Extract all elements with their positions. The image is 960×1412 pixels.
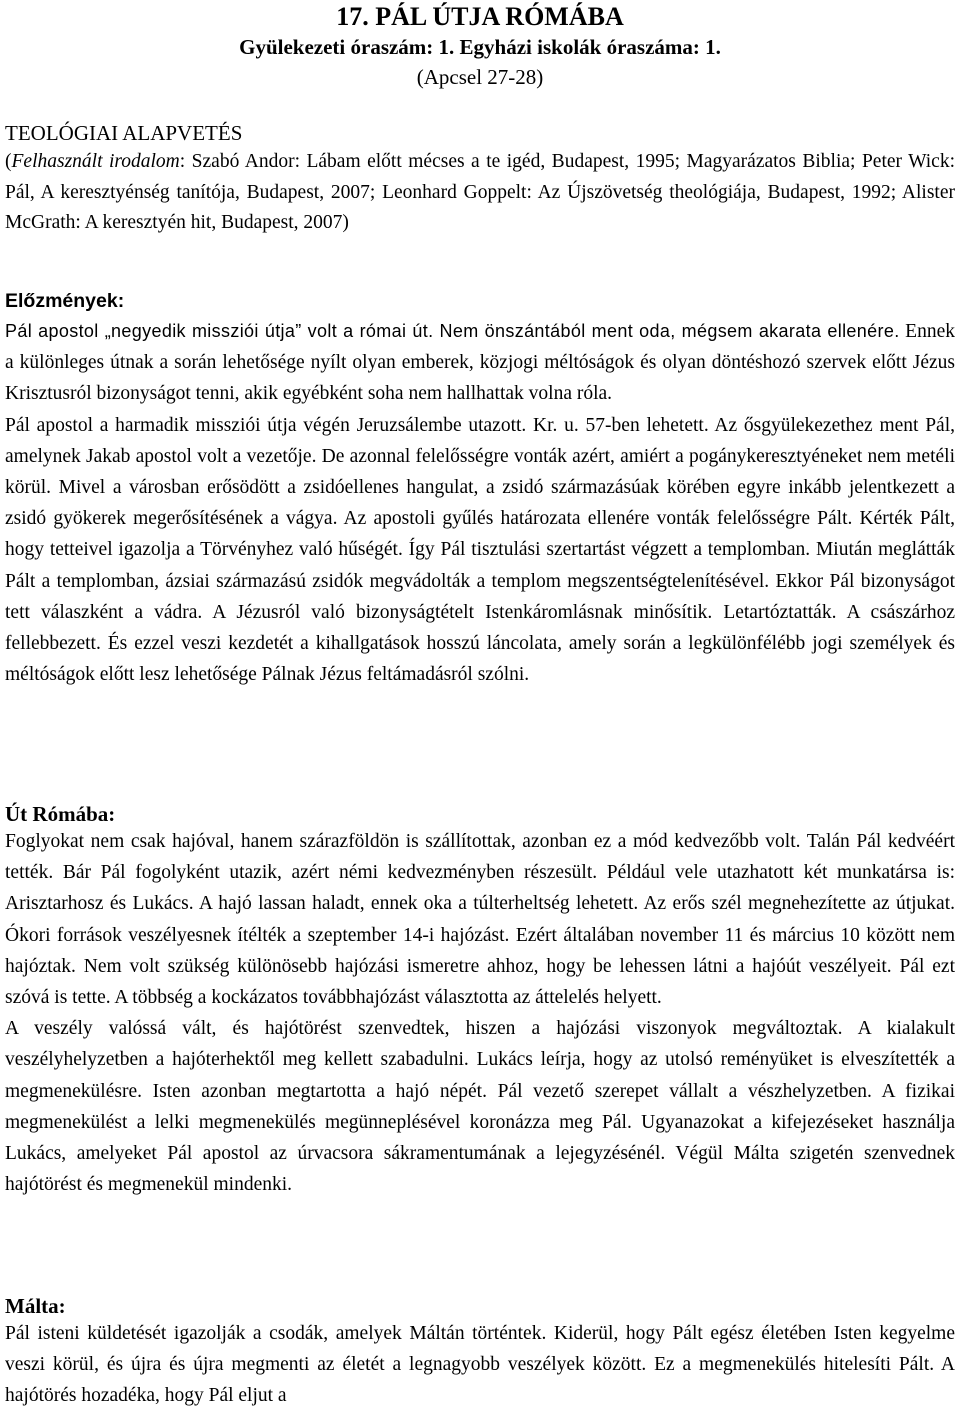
section-malta xyxy=(5,1318,955,1412)
page-title: 17. PÁL ÚTJA RÓMÁBA xyxy=(336,2,624,31)
theology-label: TEOLÓGIAI ALAPVETÉS xyxy=(5,121,243,145)
paragraph: Pál apostol a harmadik missziói útja végén Jeruzsálembe utazott. Kr. u. 57-ben lehetett. Az ősgyülekezethez ment Pál, amelynek Jakab apostol volt a vezetője. De azonnal felelősségre vonták azért, amiért a pogánykeresztyéneket nem metéli körül. Mivel a városban erősödött a zsidóellenes hangulat, a zsidó származásúak körében egyre inkább jelentkezett a zsidó gyökerek megerősítésének a vágya. Az apostoli gyűlés határozata ellenére vonták felelősségre Pált. Kérték Pált, hogy tetteivel igazolja a Törvényhez való hűségét. Így Pál tisztulási szertartást végzett a templomban. Miután meglátták Pált a templomban, ázsiai származású zsidók megvádolták a templom megszentségtelenítésével. Ekkor Pál bizonyságot tett válaszként a vádra. A Jézusról való bizonyságtételt Istenkáromlásnak minősítik. Letartóztatták. A császárhoz fellebbezett. És ezzel veszi kezdetét a kihallgatások hosszú láncolata, amely során a legkülönfélébb jogi személyek és méltóságok előtt lesz lehetősége Pálnak Jézus feltámadásról szólni. xyxy=(5,414,955,686)
scripture-reference: (Apcsel 27-28) xyxy=(416,65,544,89)
section-elozmenyek xyxy=(5,316,955,690)
literature-open: ( xyxy=(5,151,12,172)
section-ut-romaba xyxy=(5,826,955,1200)
paragraph: Foglyokat nem csak hajóval, hanem szárazföldön is szállítottak, azonban ez a mód kedvezőbb volt. Talán Pál kedvéért tették. Bár Pál fogolyként utazik, azért némi kedvezményben részesült. Például vele utazhatott két munkatársa is: Arisztarhosz és Lukács. A hajó lassan haladt, ennek oka a túlterheltség lehetett. Az erős szél megnehezítette az útjukat. Ókori források veszélyesnek ítélték a szeptember 14-i hajózást. Ezért általában november 11 és március 10 között nem hajóztak. Nem volt szükség különösebb hajózási ismeretre ahhoz, hogy be lehessen látni a hajóút veszélyeit. Pál ezt szóvá is tette. A többség a kockázatos továbbhajózást választotta az áttelelés helyett. xyxy=(5,831,955,1009)
paragraph: A veszély valóssá vált, és hajótörést szenvedtek, hiszen a hajózási viszonyok megváltoztak. A kialakult veszélyhelyzetben a hajóterhektől meg kellett szabadulni. Lukács leírja, hogy az utolsó reményüket is elveszítették a megmenekülésre. Isten azonban megtartotta a hajó népét. Pál vezető szerepet vállalt a vészhelyzetben. A fizikai megmenekülést a lelki megmenekülés megünneplésével koronázza meg Pál. Ugyanazokat a kifejezéseket használja Lukács, amelyeket Pál apostol az úrvacsora sákramentumának a lejegyzésénél. Végül Málta szigetén szenvednek hajótörést és megmenekül mindenki. xyxy=(5,1018,955,1196)
lesson-hours: Gyülekezeti óraszám: 1. Egyházi iskolák óraszáma: 1. xyxy=(239,35,721,59)
section-heading-malta: Málta: xyxy=(5,1294,66,1318)
section-heading-elozmenyek: Előzmények: xyxy=(5,290,125,312)
literature-list: : Szabó Andor: Lábam előtt mécses a te igéd, Budapest, 1995; Magyarázatos Biblia; Peter Wick: Pál, A keresztyénség tanítója, Budapest, 2007; Leonhard Goppelt: Az Újszövetség theológiája, Budapest, 1992; Alister McGrath: A keresztyén hit, Budapest, 2007) xyxy=(5,151,956,233)
paragraph-rest: Ennek a különleges útnak a során lehetősége nyílt olyan emberek, közjogi méltóságok és olyan döntéshozó szervek előtt Jézus Krisztusról bizonyságot tenni, akik egyébként soha nem hallhattak volna róla. xyxy=(5,321,955,405)
paragraph: Pál isteni küldetését igazolják a csodák, amelyek Máltán történtek. Kiderül, hogy Pált egész életében Isten kegyelme veszi körül, és újra és újra megmenti az életét a legnagyobb veszélyek között. Ez a megmenekülés hitelesíti Pált. A hajótörés hozadéka, hogy Pál eljut a xyxy=(5,1323,955,1407)
literature-label: Felhasznált irodalom xyxy=(11,151,180,172)
intro-sentence: Pál apostol „negyedik missziói útja” volt a római út. Nem önszántából ment oda, mégsem akarata ellenére. xyxy=(5,321,900,341)
paragraph xyxy=(5,316,955,410)
section-heading-ut-romaba: Út Rómába: xyxy=(5,802,116,826)
literature-paragraph xyxy=(5,147,955,239)
